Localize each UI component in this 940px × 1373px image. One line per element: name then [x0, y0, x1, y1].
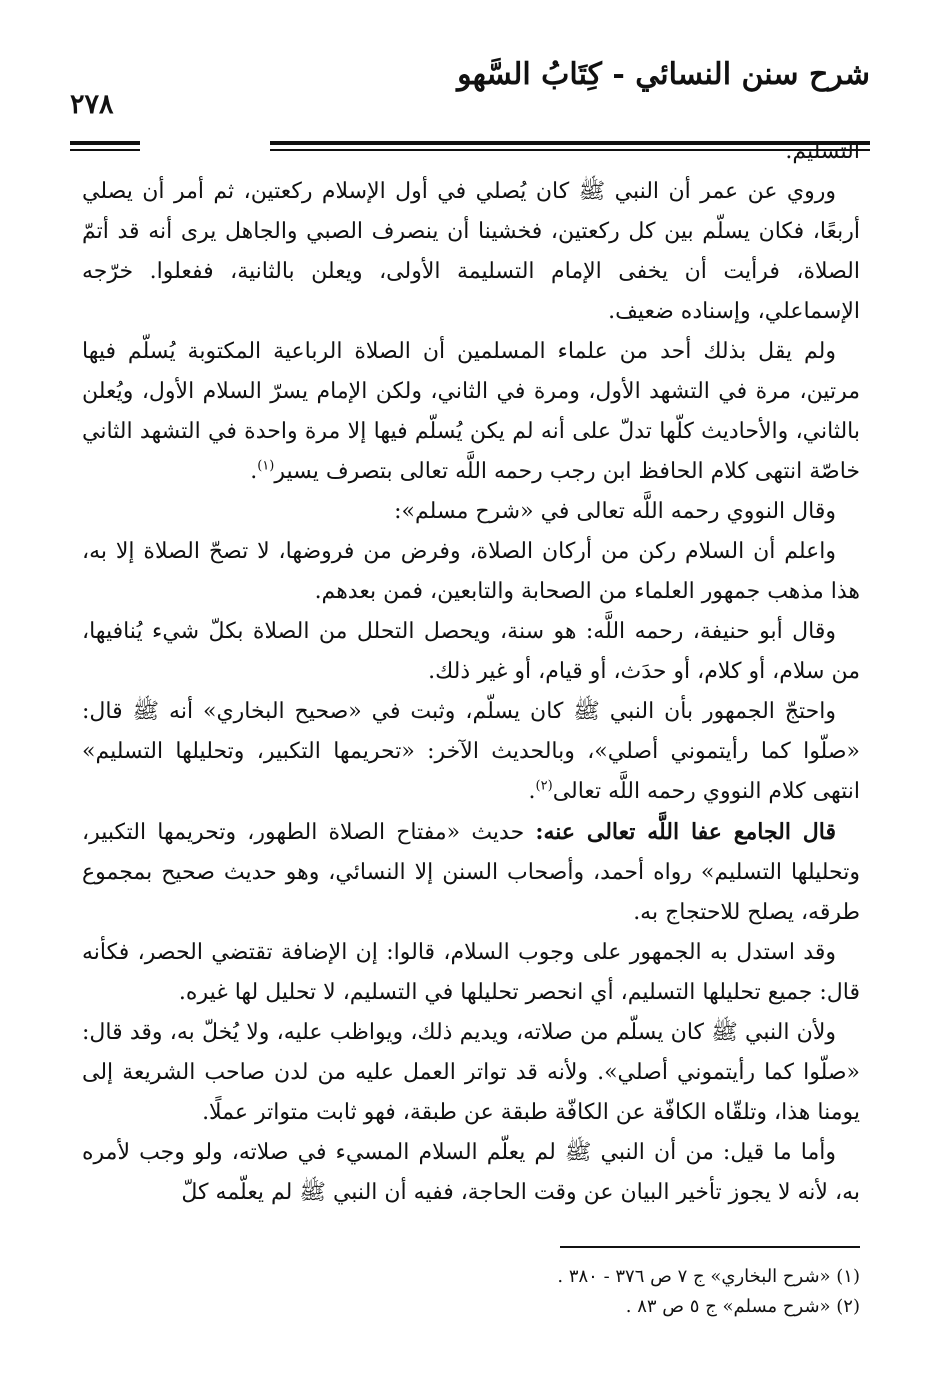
page-number: ٢٧٨: [70, 89, 114, 120]
running-title: شرح سنن النسائي - كِتَابُ السَّهو: [457, 57, 870, 92]
paragraph-11: وأما ما قيل: من أن النبي ﷺ لم يعلّم السلام المسيء في صلاته، ولو وجب لأمره به، لأنه لا يجوز تأخير البيان عن وقت الحاجة، ففيه أن النبي ﷺ لم يعلّمه كلّ: [82, 1140, 860, 1205]
paragraph-5: واعلم أن السلام ركن من أركان الصلاة، وفرض من فروضها، لا تصحّ الصلاة إلا به، هذا مذهب جمهور العلماء من الصحابة والتابعين، فمن بعدهم.: [82, 539, 860, 604]
paragraph-9: وقد استدل به الجمهور على وجوب السلام، قالوا: إن الإضافة تقتضي الحصر، فكأنه قال: جميع تحليلها التسليم، أي انحصر تحليلها في التسليم، لا تحليل لها غيره.: [82, 940, 860, 1005]
page-header: [70, 45, 870, 125]
paragraph-1: التسليم.: [785, 139, 860, 164]
paragraph-7: [82, 692, 860, 812]
footnotes: [260, 1262, 860, 1322]
footnote-ref-2: (٢): [535, 778, 553, 794]
paragraph-4: وقال النووي رحمه اللَّه تعالى في «شرح مسلم»:: [394, 499, 836, 524]
paragraph-3: [82, 332, 860, 492]
footnote-rule: [560, 1246, 860, 1248]
paragraph-6: وقال أبو حنيفة، رحمه اللَّه: هو سنة، ويحصل التحلل من الصلاة بكلّ شيء يُنافيها، من سلام، أو كلام، أو حدَث، أو قيام، أو غير ذلك.: [82, 619, 860, 684]
paragraph-2: وروي عن عمر أن النبي ﷺ كان يُصلي في أول الإسلام ركعتين، ثم أمر أن يصلي أربعًا، فكان يسلّم بين كل ركعتين، فخشينا أن ينصرف الصبي والجاهل يرى أنه قد أتمّ الصلاة، فرأيت أن يخفى الإمام التسليمة الأولى، ويعلن بالثانية، ففعلوا. خرّجه الإسماعلي، وإسناده ضعيف.: [82, 179, 860, 324]
footnote-ref-1: (١): [257, 458, 275, 474]
paragraph-8-text: حديث «مفتاح الصلاة الطهور، وتحريمها التكبير، وتحليلها التسليم» رواه أحمد، وأصحاب السنن إلا النسائي، وهو حديث صحيح بمجموع طرقه، يصلح للاحتجاج به.: [82, 820, 860, 925]
paragraph-7-end: .: [528, 779, 536, 804]
paragraph-8-lead: قال الجامع عفا اللَّه تعالى عنه:: [535, 819, 837, 845]
main-text: [82, 132, 860, 1213]
footnote-1: (١) «شرح البخاري» ج ٧ ص ٣٧٦ - ٣٨٠ .: [557, 1266, 860, 1287]
paragraph-8: [82, 812, 860, 933]
paragraph-10: ولأن النبي ﷺ كان يسلّم من صلاته، ويديم ذلك، ويواظب عليه، ولا يُخلّ به، وقد قال: «صلّوا كما رأيتموني أصلي». ولأنه قد تواتر العمل عليه من لدن صاحب الشريعة إلى يومنا هذا، وتلقّاه الكافّة عن الكافّة طبقة عن طبقة، فهو ثابت متواتر عملًا.: [82, 1020, 860, 1125]
footnote-2: (٢) «شرح مسلم» ج ٥ ص ٨٣ .: [625, 1296, 860, 1317]
paragraph-3-text: ولم يقل بذلك أحد من علماء المسلمين أن الصلاة الرباعية المكتوبة يُسلّم فيها مرتين، مرة في التشهد الأول، ومرة في الثاني، ولكن الإمام يسرّ السلام الأول، ويُعلن بالثاني، والأحاديث كلّها تدلّ على أنه لم يكن يُسلّم فيها إلا مرة واحدة في التشهد الثاني خاصّة انتهى كلام الحافظ ابن رجب رحمه اللَّه تعالى بتصرف يسير: [82, 339, 860, 484]
paragraph-3-end: .: [250, 459, 258, 484]
paragraph-7-text: واحتجّ الجمهور بأن النبي ﷺ كان يسلّم، وثبت في «صحيح البخاري» أنه ﷺ قال: «صلّوا كما رأيتموني أصلي»، وبالحديث الآخر: «تحريمها التكبير، وتحليلها التسليم» انتهى كلام النووي رحمه اللَّه تعالى: [82, 699, 860, 804]
